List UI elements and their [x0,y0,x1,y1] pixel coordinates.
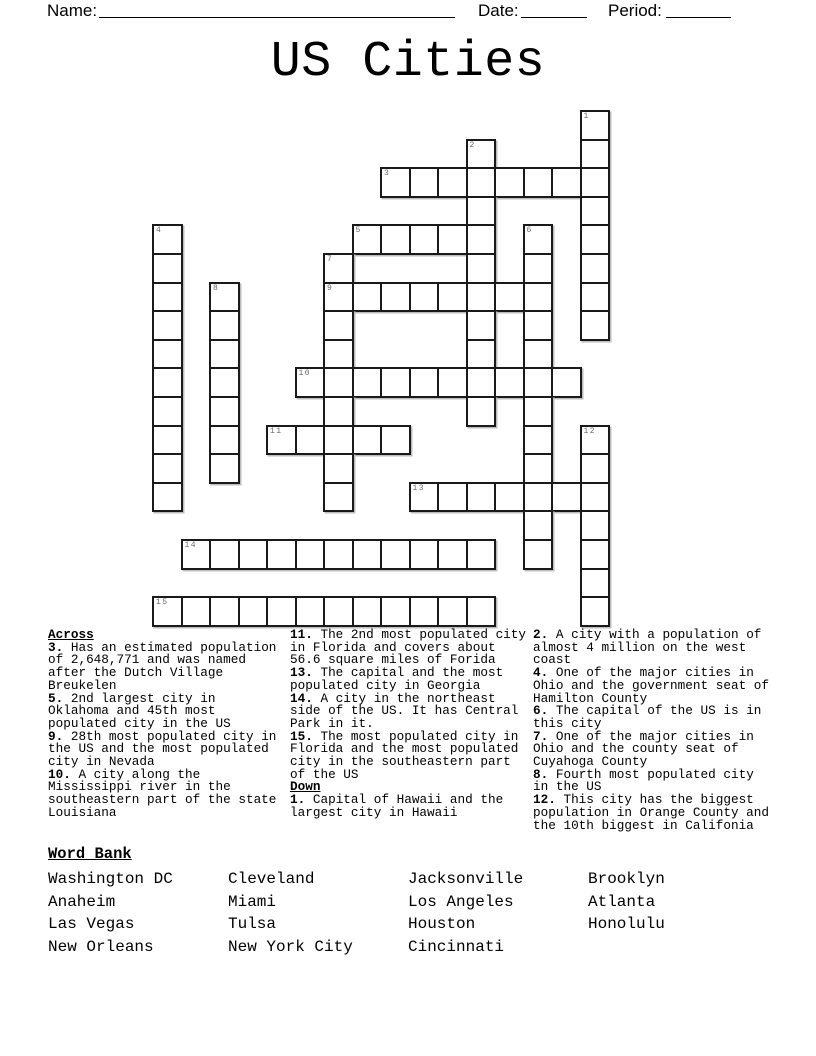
clue-number: 5. [48,690,64,706]
grid-cell[interactable] [352,596,383,627]
clue-item: 7. One of the major cities in Ohio and the county seat of Cuyahoga County [533,728,754,770]
grid-cell[interactable] [323,596,354,627]
grid-cell[interactable] [380,282,411,313]
grid-cell[interactable] [466,339,497,370]
grid-cell[interactable] [466,139,497,170]
grid-cell[interactable] [409,539,440,570]
grid-cell[interactable] [380,539,411,570]
clue-number: 14. [290,690,313,706]
cell-number: 9 [327,283,334,293]
grid-cell[interactable] [580,596,611,627]
grid-cell[interactable] [323,310,354,341]
grid-cell[interactable] [494,167,525,198]
grid-cell[interactable] [580,510,611,541]
clue-column-middle [290,629,530,820]
grid-cell[interactable] [152,482,183,513]
grid-cell[interactable] [181,596,212,627]
clue-section-heading: Down [290,779,321,795]
clue-column-right [533,629,775,832]
cell-number: 11 [270,426,283,436]
grid-cell[interactable] [409,224,440,255]
grid-cell[interactable] [209,339,240,370]
word-bank-item: Brooklyn [588,870,665,888]
word-bank-list [48,870,778,960]
grid-cell[interactable] [295,425,326,456]
grid-cell[interactable] [323,367,354,398]
grid-cell[interactable] [466,253,497,284]
grid-cell[interactable] [523,510,554,541]
word-bank-item: Cleveland [228,870,315,888]
grid-cell[interactable] [437,367,468,398]
grid-cell[interactable] [580,253,611,284]
clue-number: 4. [533,665,549,681]
grid-cell[interactable] [152,339,183,370]
cell-number: 2 [469,140,476,150]
clue-item: 13. The capital and the most populated city in Georgia [290,665,504,693]
grid-cell[interactable] [580,310,611,341]
grid-cell[interactable] [580,224,611,255]
grid-cell[interactable] [466,482,497,513]
word-bank-item: New York City [228,937,353,956]
grid-cell[interactable] [580,282,611,313]
grid-cell[interactable] [551,482,582,513]
clue-number: 8. [533,766,549,782]
grid-cell[interactable] [523,367,554,398]
word-bank-item: Houston [408,915,476,934]
grid-cell[interactable] [323,539,354,570]
clue-section-heading: Across [48,627,94,642]
clue-item: 6. The capital of the US is in this city [533,703,762,731]
cell-number: 4 [156,226,163,236]
grid-cell[interactable] [152,253,183,284]
word-bank-item: Honolulu [588,915,665,934]
grid-cell[interactable] [295,367,326,398]
grid-cell[interactable] [551,167,582,198]
grid-cell[interactable] [580,539,611,570]
grid-cell[interactable] [209,367,240,398]
grid-cell[interactable] [551,367,582,398]
cell-number: 10 [298,369,312,379]
date-label: Date: [478,1,519,20]
grid-cell[interactable] [437,282,468,313]
grid-cell[interactable] [409,282,440,313]
cell-number: 15 [156,598,169,608]
clue-number: 1. [290,792,306,808]
word-bank-item: Anaheim [48,892,116,911]
grid-cell[interactable] [466,310,497,341]
grid-cell[interactable] [209,310,240,341]
word-bank-item: Washington DC [48,870,173,888]
word-bank-item: Jacksonville [408,870,524,888]
clue-item: 11. The 2nd most populated city in Florida and covers about 56.6 square miles of Forida [290,627,527,668]
clue-number: 11. [290,627,313,642]
clue-item: 5. 2nd largest city in Oklahoma and 45th most populated city in the US [48,690,231,731]
grid-cell[interactable] [523,539,554,570]
grid-cell[interactable] [152,396,183,427]
grid-cell[interactable] [209,453,240,484]
grid-cell[interactable] [352,539,383,570]
grid-cell[interactable] [466,367,497,398]
grid-cell[interactable] [152,224,183,255]
grid-cell[interactable] [238,596,269,627]
grid-cell[interactable] [323,396,354,427]
grid-cell[interactable] [466,196,497,227]
grid-cell[interactable] [437,596,468,627]
grid-cell[interactable] [494,282,525,313]
grid-cell[interactable] [152,453,183,484]
cell-number: 13 [412,483,426,493]
grid-cell[interactable] [209,539,240,570]
grid-cell[interactable] [409,167,440,198]
grid-cell[interactable] [580,568,611,599]
clue-item: 14. A city in the northeast side of the US. It has Central Park in it. [290,690,519,731]
grid-cell[interactable] [352,224,383,255]
cell-number: 3 [384,169,391,179]
clue-item: 12. This city has the biggest population in Orange County and the 10th biggest in Califonia [533,792,770,833]
word-bank-item: New Orleans [48,937,154,956]
clue-item: 9. 28th most populated city in the US and the most populated city in Nevada [48,728,277,770]
grid-cell[interactable] [466,224,497,255]
clue-item: 15. The most populated city in Florida and the most populated city in the southeastern part of the US [290,728,519,782]
grid-cell[interactable] [466,539,497,570]
cell-number: 12 [583,426,597,436]
grid-cell[interactable] [409,596,440,627]
grid-cell[interactable] [323,339,354,370]
grid-cell[interactable] [466,396,497,427]
clue-number: 6. [533,703,549,719]
grid-cell[interactable] [437,224,468,255]
grid-cell[interactable] [380,367,411,398]
grid-cell[interactable] [494,482,525,513]
period-label: Period: [608,1,662,20]
word-bank-item: Atlanta [588,892,656,911]
clue-number: 13. [290,665,313,681]
grid-cell[interactable] [437,482,468,513]
grid-cell[interactable] [523,339,554,370]
cell-number: 1 [583,112,590,121]
grid-cell[interactable] [466,596,497,627]
word-bank-heading: Word Bank [48,845,132,863]
grid-cell[interactable] [409,482,440,513]
grid-cell[interactable] [523,425,554,456]
grid-cell[interactable] [523,282,554,313]
grid-cell[interactable] [523,310,554,341]
grid-cell[interactable] [152,282,183,313]
name-label: Name: [47,1,98,20]
grid-cell[interactable] [352,425,383,456]
grid-cell[interactable] [266,596,297,627]
grid-cell[interactable] [152,367,183,398]
clue-item: 10. A city along the Mississippi river in the southeastern part of the state Louisiana [48,766,277,820]
grid-cell[interactable] [466,282,497,313]
grid-cell[interactable] [295,596,326,627]
clue-number: 15. [290,728,313,744]
clue-item: 2. A city with a population of almost 4 million on the west coast [533,627,762,668]
grid-cell[interactable] [409,367,440,398]
grid-cell[interactable] [580,196,611,227]
word-bank-item: Cincinnati [408,937,505,956]
word-bank-item: Los Angeles [408,892,514,911]
grid-cell[interactable] [266,425,297,456]
clue-number: 10. [48,766,71,782]
grid-cell[interactable] [323,282,354,313]
page-title: US Cities [270,34,546,91]
grid-cell[interactable] [152,596,183,627]
grid-cell[interactable] [523,396,554,427]
clue-number: 7. [533,728,549,744]
grid-cell[interactable] [352,282,383,313]
cell-number: 8 [213,283,220,293]
grid-cell[interactable] [352,367,383,398]
grid-cell[interactable] [209,425,240,456]
clue-number: 3. [48,639,64,655]
clue-column-left [48,629,281,820]
cell-number: 6 [526,226,533,236]
grid-cell[interactable] [523,224,554,255]
grid-cell[interactable] [209,596,240,627]
grid-cell[interactable] [323,253,354,284]
cell-number: 5 [355,226,362,236]
grid-cell[interactable] [152,310,183,341]
grid-cell[interactable] [238,539,269,570]
grid-cell[interactable] [437,539,468,570]
grid-cell[interactable] [380,596,411,627]
grid-cell[interactable] [181,539,212,570]
grid-cell[interactable] [323,453,354,484]
clue-number: 9. [48,728,64,744]
grid-cell[interactable] [266,539,297,570]
clue-number: 2. [533,627,549,642]
cell-number: 7 [327,255,334,264]
grid-cell[interactable] [323,425,354,456]
grid-cell[interactable] [580,453,611,484]
grid-cell[interactable] [523,482,554,513]
grid-cell[interactable] [523,167,554,198]
grid-cell[interactable] [580,482,611,513]
word-bank-item: Tulsa [228,915,277,934]
grid-cell[interactable] [580,139,611,170]
word-bank [48,845,778,960]
grid-cell[interactable] [494,367,525,398]
grid-cell[interactable] [523,253,554,284]
grid-cell[interactable] [466,167,497,198]
clue-number: 12. [533,792,556,808]
clue-item: 1. Capital of Hawaii and the largest city in Hawaii [290,792,504,820]
grid-cell[interactable] [380,425,411,456]
grid-cell[interactable] [437,167,468,198]
clue-item: 3. Has an estimated population of 2,648,771 and was named after the Dutch Village Breukelen [48,639,277,693]
clue-item: 8. Fourth most populated city in the US [533,766,754,795]
grid-cell[interactable] [209,396,240,427]
clue-item: 4. One of the major cities in Ohio and the government seat of Hamilton County [533,665,770,706]
grid-cell[interactable] [580,167,611,198]
grid-cell[interactable] [152,425,183,456]
grid-cell[interactable] [380,167,411,198]
grid-cell[interactable] [523,453,554,484]
grid-cell[interactable] [323,482,354,513]
grid-cell[interactable] [295,539,326,570]
word-bank-item: Miami [228,892,277,911]
cell-number: 14 [184,541,198,550]
word-bank-item: Las Vegas [48,915,135,934]
grid-cell[interactable] [580,110,611,141]
grid-cell[interactable] [209,282,240,313]
grid-cell[interactable] [580,425,611,456]
grid-cell[interactable] [380,224,411,255]
